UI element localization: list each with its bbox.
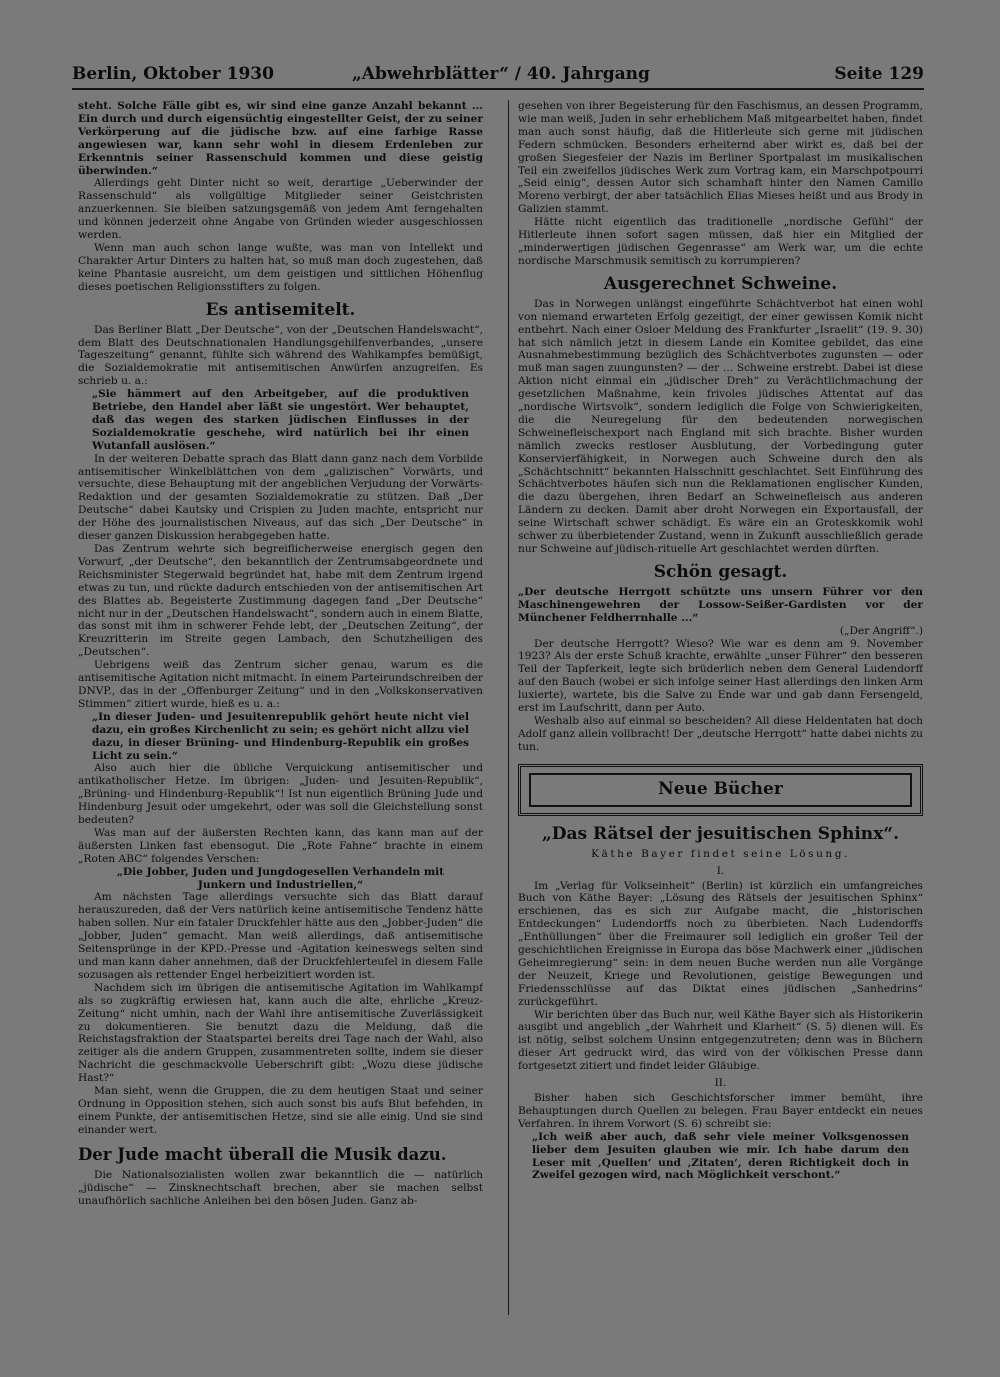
- block-quote: „Der deutsche Herrgott schützte uns unsern Führer vor den Maschinengewehren der Lossow-Seißer-Gardisten vor der Münchener Feldherrnhalle ...“: [518, 585, 923, 624]
- article-heading: Schön gesagt.: [653, 561, 788, 582]
- paragraph: Die Nationalsozialisten wollen zwar bekanntlich die — natürlich „jüdische“ — Zinsknechtschaft brechen, aber sie machen selbst unaufhörlich sachliche Anleihen bei den bösen Juden. Ganz ab-: [78, 1168, 483, 1207]
- paragraph: Der deutsche Herrgott? Wieso? Wie war es denn am 9. November 1923? Als der erste Schuß krachte, erwählte „unser Führer“ den besseren Teil der Tapferkeit, legte sich brüderlich neben dem General Ludendorff auf den Bauch (wobei er sich infolge seiner Hast allerdings den linken Arm luxierte), wartete, bis die Salve zu Ende war und gab dann Fersengeld, erst im Laufschritt, dann per Auto.: [518, 637, 923, 715]
- quote-source: („Der Angriff“.): [839, 624, 923, 637]
- paragraph: Was man auf der äußersten Rechten kann, das kann man auf der äußersten Linken fast ebensogut. Die „Rote Fahne“ brachte in einem „Roten ABC“ folgendes Verschen:: [78, 826, 483, 865]
- column-divider: [508, 100, 509, 1315]
- paragraph: Wir berichten über das Buch nur, weil Käthe Bayer sich als Historikerin ausgibt und angeblich „der Wahrheit und Klarheit“ (S. 5) dienen will. Es ist nötig, selbst solchem Unsinn entgegenzutreten; denn was in Büchern dieser Art gedruckt wird, das wird von der völkischen Presse dann fortgesetzt zitiert und findet leider Gläubige.: [518, 1008, 923, 1073]
- paragraph: Bisher haben sich Geschichtsforscher immer bemüht, ihre Behauptungen durch Quellen zu belegen. Frau Bayer entdeckt ein neues Verfahren. In ihrem Vorwort (S. 6) schreibt sie:: [518, 1092, 923, 1130]
- section-number: I.: [716, 864, 725, 877]
- article-heading: Der Jude macht überall die Musik dazu.: [78, 1144, 447, 1164]
- paragraph: steht. Solche Fälle gibt es, wir sind eine ganze Anzahl bekannt ... Ein durch und durch eigensüchtig eingestellter Geist, der zu seiner Verkörperung auf die jüdische bzw. auf eine farbige Rasse angewiesen war, kann sehr wohl in diesem Erdenleben zur Erkenntnis seiner Rassenschuld kommen und diese geistig überwinden.“: [78, 100, 483, 177]
- paragraph: Hätte nicht eigentlich das traditionelle „nordische Gefühl“ der Hitlerleute ihnen sofort sagen müssen, daß hier ein Mitglied der „minderwertigen jüdischen Gegenrasse“ am Werk war, um die echte nordische Marschmusik semitisch zu korrumpieren?: [518, 216, 923, 267]
- paragraph: gesehen von ihrer Begeisterung für den Faschismus, an dessen Programm, wie man weiß, Juden in sehr erheblichem Maß mitgearbeitet haben, findet man auch sonst häufig, daß die Hitlerleute sich gerne mit jüdischen Federn schmücken. Besonders erheiternd aber wirkt es, daß bei der großen Siegesfeier der Nazis im Berliner Sportpalast im musikalischen Teil ein zweifellos jüdisches Werk zum Vortrag kam, ein Marschpotpourri „Seid einig“, dessen Autor sich schamhaft hinter den Namen Camillo Moreno verbirgt, der aber tatsächlich Elias Mieses heißt und aus Brody in Galizien stammt.: [518, 100, 923, 216]
- paragraph: Am nächsten Tage allerdings versuchte sich das Blatt darauf herauszureden, daß der Vers natürlich keine antisemitische Tendenz hätte haben sollen. Nur ein fataler Druckfehler hätte aus den „Jobber-Juden“ die „Jobber, Juden“ gemacht. Man weiß allerdings, daß antisemitische Seitensprünge in der KPD.-Presse und -Agitation keineswegs selten sind und man kann daher annehmen, daß der Druckfehlerteufel in diesem Falle sozusagen als rettender Engel herbeizitiert worden ist.: [78, 891, 483, 981]
- section-number: II.: [714, 1077, 727, 1090]
- article-subheading: Käthe Bayer findet seine Lösung.: [591, 847, 850, 860]
- block-quote: „Sie hämmert auf den Arbeitgeber, auf die produktiven Betriebe, den Handel aber läßt sie ungestört. Wer behauptet, daß das wegen des starken jüdischen Einflusses in der Sozialdemokratie geschehe, wird natürlich bei ihr einen Wutanfall auslösen.“: [92, 388, 469, 452]
- section-banner-title: Neue Bücher: [529, 773, 912, 807]
- right-column: [518, 100, 923, 1320]
- paragraph: Uebrigens weiß das Zentrum sicher genau, warum es die antisemitische Agitation nicht mitmacht. In einem Parteirundschreiben der DNVP., das in der „Offenburger Zeitung“ und in den „Volkskonservativen Stimmen“ zitiert wurde, hieß es u. a.:: [78, 659, 483, 710]
- section-banner: [518, 764, 923, 816]
- paragraph: Das Zentrum wehrte sich begreiflicherweise energisch gegen den Vorwurf, „der Deutsche“, den bekanntlich der Zentrumsabgeordnete und Reichsminister Stegerwald begründet hat, habe mit dem Zentrum irgend etwas zu tun, und rückte dadurch entschieden von der antisemitischen Art des Blattes ab. Begeisterte Zustimmung dagegen fand „Der Deutsche“ nicht nur in der „Deutschen Handelswacht“, sondern auch in einem Blatte, das sonst mit ihm in schwerer Fehde lebt, der „Deutschen Zeitung“, der Kreuzritterin im Streite gegen Lambach, den Schutzheiligen des „Deutschen“.: [78, 543, 483, 659]
- paragraph: Weshalb also auf einmal so bescheiden? All diese Heldentaten hat doch Adolf ganz allein vollbracht! Der „deutsche Herrgott“ hatte dabei nichts zu tun.: [518, 714, 923, 753]
- paragraph: Nachdem sich im übrigen die antisemitische Agitation im Wahlkampf als so zugkräftig erwiesen hat, kann auch die alte, ehrliche „Kreuz-Zeitung“ nicht umhin, nach der Wahl ihre antisemitische Zuverlässigkeit zu dokumentieren. Sie benutzt dazu die Meldung, daß die Reichstagsfraktion der Staatspartei bereits drei Tage nach der Wahl, also zeitiger als die andern Gruppen, zusammentreten sollte, indem sie dieser Nachricht die geschmackvolle Ueberschrift gibt: „Wozu diese jüdische Hast?“: [78, 981, 483, 1085]
- paragraph: In der weiteren Debatte sprach das Blatt dann ganz nach dem Vorbilde antisemitischer Winkelblättchen von dem „galizischen“ Vorwärts, und versuchte, diese Behauptung mit der angeblichen Verjudung der Vorwärts-Redaktion und der gesamten Sozialdemokratie zu stützen. Daß „Der Deutsche“ dabei Kautsky und Crispien zu Juden machte, entspricht nur der Höhe des journalistischen Niveaus, auf das sich „Der Deutsche“ in dieser ganzen Diskussion herabgegeben hatte.: [78, 452, 483, 543]
- article-heading: Es antisemitelt.: [205, 299, 356, 320]
- header-publication: „Abwehrblätter“ / 40. Jahrgang: [352, 64, 650, 84]
- header-page-number: Seite 129: [834, 64, 924, 84]
- article-heading: Ausgerechnet Schweine.: [603, 273, 838, 294]
- block-quote: „Die Jobber, Juden und Jungdogesellen Verhandeln mit Junkern und Industriellen,“: [116, 865, 445, 891]
- paragraph: Allerdings geht Dinter nicht so weit, derartige „Ueberwinder der Rassenschuld“ als vollgültige Mitglieder seiner Geistchristen anzuerkennen. Sie bleiben satzungsgemäß von jedem Amt ferngehalten und können jederzeit ohne Angabe von Gründen wieder ausgeschlossen werden.: [78, 177, 483, 242]
- paragraph: Wenn man auch schon lange wußte, was man von Intellekt und Charakter Artur Dinters zu halten hat, so muß man doch zugestehen, daß keine Phantasie ausreicht, um dem geistigen und sittlichen Höhenflug dieses poetischen Religionsstifters zu folgen.: [78, 241, 483, 293]
- paragraph: Also auch hier die übliche Verquickung antisemitischer und antikatholischer Hetze. Im übrigen: „Juden- und Jesuiten-Republik“, „Brüning- und Hindenburg-Republik“! Ist nun eigentlich Brüning Jude und Hindenburg Jesuit oder umgekehrt, oder was soll die Gleichstellung sonst bedeuten?: [78, 762, 483, 827]
- left-column: [78, 100, 483, 1320]
- page-header: [72, 62, 924, 90]
- paragraph: Man sieht, wenn die Gruppen, die zu dem heutigen Staat und seiner Ordnung in Opposition stehen, sich auch sonst bis aufs Blut befehden, in einem Punkte, der antisemitischen Hetze, sind sie alle einig. Und sie sind einander wert.: [78, 1085, 483, 1136]
- block-quote: „Ich weiß aber auch, daß sehr viele meiner Volksgenossen lieber dem Jesuiten glauben wie mir. Ich habe darum den Leser mit ‚Quellen‘ und ‚Zitaten‘, deren Richtigkeit doch in Zweifel gezogen wird, nach Möglichkeit verschont.“: [532, 1130, 909, 1182]
- block-quote: „In dieser Juden- und Jesuitenrepublik gehört heute nicht viel dazu, ein großes Kirchenlicht zu sein; es gehört nicht allzu viel dazu, in dieser Brüning- und Hindenburg-Republik ein großes Licht zu sein.“: [92, 710, 469, 762]
- paragraph: Im „Verlag für Volkseinheit“ (Berlin) ist kürzlich ein umfangreiches Buch von Käthe Bayer: „Lösung des Rätsels der jesuitischen Sphinx“ erschienen, das es sich zur Aufgabe macht, die „historischen Entdeckungen“ Ludendorffs noch zu überbieten. Nach Ludendorffs „Enthüllungen“ über die Freimaurer soll lediglich ein großer Teil der geschichtlichen Ereignisse in Europa das böse Machwerk einer „jüdischen Geheimregierung“ sein: in dem neuen Buche werden nun alle Vorgänge der Neuzeit, Kriege und Revolutionen, geistige Bewegungen und Friedensschlüsse auf das Diktat eines jüdischen „Sanhedrins“ zurückgeführt.: [518, 879, 923, 1008]
- paragraph: Das Berliner Blatt „Der Deutsche“, von der „Deutschen Handelswacht“, dem Blatt des Deutschnationalen Handlungsgehilfenverbandes, „unsere Tageszeitung“ genannt, fühlte sich während des Wahlkampfes bemüßigt, die Sozialdemokratie mit antisemitischen Anwürfen anzugreifen. Es schrieb u. a.:: [78, 323, 483, 388]
- article-heading: „Das Rätsel der jesuitischen Sphinx“.: [542, 823, 899, 844]
- header-place-date: Berlin, Oktober 1930: [72, 64, 274, 84]
- paragraph: Das in Norwegen unlängst eingeführte Schächtverbot hat einen wohl von niemand erwarteten Erfolg gezeitigt, der einer gewissen Komik nicht entbehrt. Nach einer Osloer Meldung des Frankfurter „Israelit“ (19. 9. 30) hat sich nämlich jetzt in diesem Lande ein Komitee gebildet, das eine Ausnahmebestimmung bezüglich des Schächtverbotes zugunsten — oder muß man sagen zuungunsten? — der ... Schweine erstrebt. Dabei ist diese Aktion nicht einmal ein „jüdischer Dreh“ zu Verächtlichmachung der gesetzlichen Maßnahme, kein frivoles jüdisches Attentat auf das „nordische Wirtsvolk“, sondern lediglich die Folge von Schwierigkeiten, die die Neuregelung für den bedeutenden norwegischen Schweinefleischexport nach England mit sich brachte. Bisher wurden nämlich zwecks restloser Ausblutung, der Vorbedingung guter Konservierfähigkeit, in Norwegen auch Schweine durch den als „Schächtschnitt“ bekannten Halsschnitt geschlachtet. Seit Einführung des Schächtverbotes häufen sich nun die Reklamationen englischer Kunden, die dazu übergehen, ihren Bedarf an Schweinefleisch aus anderen Ländern zu decken. Damit aber droht Norwegen ein Exportausfall, der seine Wirtschaft schwer schädigt. Es wäre ein an Groteskkomik wohl schwer zu überbietender Zustand, wenn in Zukunft ausschließlich gerade nur Schweine auf jüdisch-rituelle Art geschlachtet werden dürften.: [518, 297, 923, 555]
